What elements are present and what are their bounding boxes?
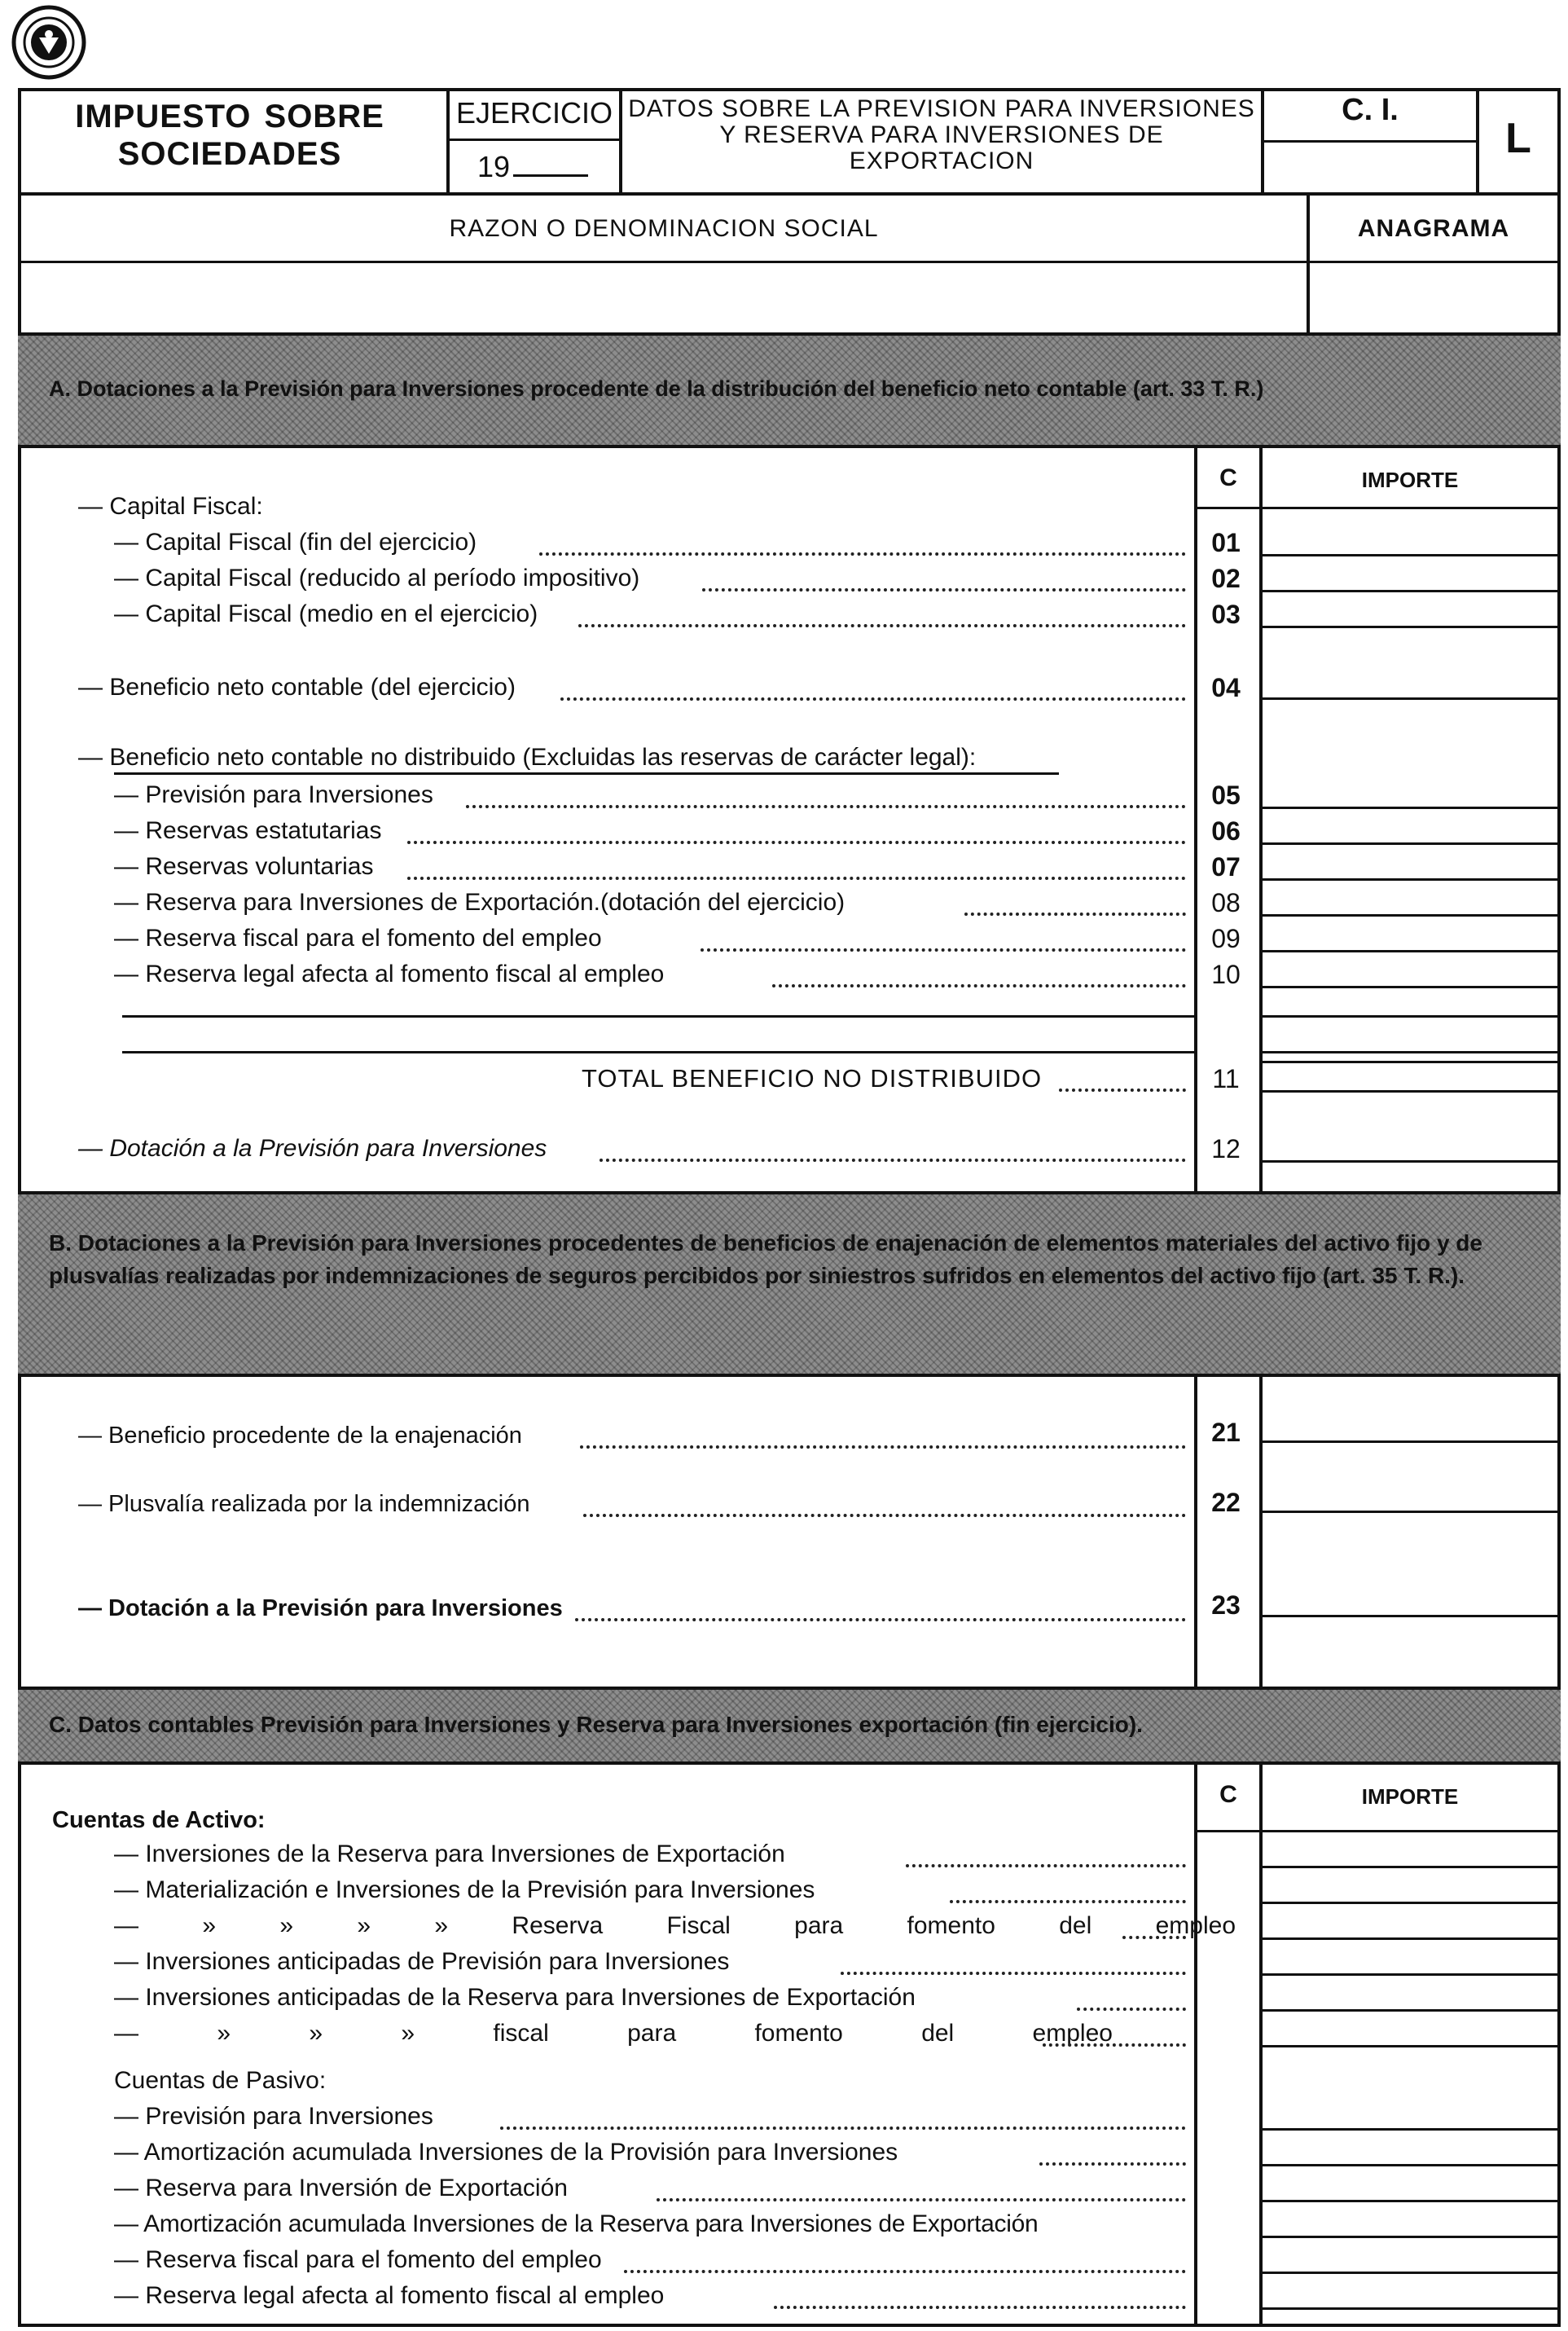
item-05-label: — Previsión para Inversiones [114, 781, 433, 808]
section-b-title: B. Dotaciones a la Previsión para Inversiones procedentes de beneficios de enajenación de elementos materiales del activo fijo y de plusvalías realizadas por indemnizaciones de seguros percibidos por siniestros sufridos en elementos del activo fijo (art. 35 T. R.). [49, 1230, 1482, 1288]
pasivo-item-4-importe[interactable] [1262, 2236, 1559, 2238]
total-importe[interactable] [1262, 1090, 1559, 1093]
item-09-importe[interactable] [1262, 950, 1559, 952]
item-03-importe[interactable] [1262, 626, 1559, 628]
activo-item-4-importe[interactable] [1262, 1973, 1559, 1976]
item-08-importe[interactable] [1262, 914, 1559, 917]
pasivo-item-5-importe[interactable] [1262, 2272, 1559, 2274]
total-code: 11 [1212, 1064, 1240, 1093]
item-01-importe[interactable] [1262, 554, 1559, 556]
pasivo-item-3: — Reserva para Inversión de Exportación [114, 2175, 568, 2201]
item-01-code: 01 [1211, 528, 1241, 557]
activo-item-2-importe[interactable] [1262, 1902, 1559, 1904]
total-label: TOTAL BENEFICIO NO DISTRIBUIDO [582, 1064, 1043, 1093]
pasivo-item-4: — Amortización acumulada Inversiones de la Reserva para Inversiones de Exportación [114, 2210, 1039, 2237]
item-09-code: 09 [1211, 924, 1241, 953]
item-03-code: 03 [1211, 600, 1241, 629]
activo-item-6-importe[interactable] [1262, 2045, 1559, 2047]
item-02-label: — Capital Fiscal (reducido al período impositivo) [114, 565, 640, 592]
item-04-importe[interactable] [1262, 697, 1559, 700]
item-12-label: — Dotación a la Previsión para Inversiones [78, 1135, 547, 1162]
capital-fiscal-heading: — Capital Fiscal: [78, 493, 263, 520]
col-c-label-a: C [1219, 464, 1237, 491]
pasivo-item-6: — Reserva legal afecta al fomento fiscal al empleo [114, 2282, 665, 2309]
activo-item-1-importe[interactable] [1262, 1866, 1559, 1868]
tax-title: IMPUESTO SOBRE SOCIEDADES [75, 99, 384, 172]
item-07-code: 07 [1211, 852, 1241, 882]
item-04-label: — Beneficio neto contable (del ejercicio) [78, 674, 516, 701]
anagrama-input[interactable] [1310, 264, 1557, 332]
item-06-label: — Reservas estatutarias [114, 817, 382, 844]
item-21-code: 21 [1211, 1418, 1241, 1447]
activo-item-5-importe[interactable] [1262, 2009, 1559, 2012]
item-12-code: 12 [1211, 1134, 1241, 1163]
year-field[interactable] [477, 150, 600, 184]
pasivo-item-3-importe[interactable] [1262, 2200, 1559, 2202]
header-bottom-border [18, 192, 1561, 196]
pasivo-item-6-importe[interactable] [1262, 2307, 1559, 2310]
pasivo-heading: Cuentas de Pasivo: [114, 2067, 327, 2094]
razon-social-label: RAZON O DENOMINACION SOCIAL [449, 215, 879, 242]
item-10-label: — Reserva legal afecta al fomento fiscal al empleo [114, 961, 665, 987]
activo-item-3-importe[interactable] [1262, 1937, 1559, 1940]
pasivo-item-2-importe[interactable] [1262, 2164, 1559, 2166]
col-c-label-c: C [1219, 1781, 1237, 1808]
official-seal-logo [11, 5, 86, 80]
activo-heading: Cuentas de Activo: [52, 1807, 266, 1833]
item-03-label: — Capital Fiscal (medio en el ejercicio) [114, 600, 538, 627]
item-22-label: — Plusvalía realizada por la indemnización [78, 1491, 530, 1517]
item-02-code: 02 [1211, 564, 1241, 593]
page-bottom-border [18, 2324, 1561, 2327]
form-title: DATOS SOBRE LA PREVISION PARA INVERSIONES Y RESERVA PARA INVERSIONES DE EXPORTACION [628, 95, 1255, 174]
item-23-label: — Dotación a la Previsión para Inversiones [78, 1595, 563, 1621]
pasivo-item-5: — Reserva fiscal para el fomento del empleo [114, 2246, 602, 2273]
item-01-label: — Capital Fiscal (fin del ejercicio) [114, 529, 477, 556]
item-21-label: — Beneficio procedente de la enajenación [78, 1423, 522, 1449]
activo-item-5: — Inversiones anticipadas de la Reserva para Inversiones de Exportación [114, 1984, 916, 2011]
item-08-code: 08 [1211, 888, 1241, 917]
item-05-code: 05 [1211, 781, 1241, 810]
form-letter: L [1505, 115, 1531, 162]
section-a-title: A. Dotaciones a la Previsión para Inversiones procedente de la distribución del beneficio neto contable (art. 33 T. R.) [49, 376, 1264, 401]
ejercicio-label: EJERCICIO [455, 96, 613, 130]
item-10-importe[interactable] [1262, 986, 1559, 988]
pasivo-item-1: — Previsión para Inversiones [114, 2103, 433, 2130]
ci-label: C. I. [1342, 93, 1399, 127]
item-22-importe[interactable] [1262, 1511, 1559, 1513]
activo-item-4: — Inversiones anticipadas de Previsión para Inversiones [114, 1948, 730, 1975]
section-c-title: C. Datos contables Previsión para Inversiones y Reserva para Inversiones exportación (fin ejercicio). [49, 1712, 1143, 1737]
item-22-code: 22 [1211, 1488, 1241, 1517]
item-02-importe[interactable] [1262, 590, 1559, 592]
item-23-code: 23 [1211, 1590, 1241, 1620]
pasivo-item-1-importe[interactable] [1262, 2128, 1559, 2131]
activo-item-1: — Inversiones de la Reserva para Inversiones de Exportación [114, 1841, 785, 1867]
activo-item-3: — » » » » Reserva Fiscal para fomento del empleo [114, 1912, 1236, 1939]
item-05-importe[interactable] [1262, 807, 1559, 809]
pasivo-item-2: — Amortización acumulada Inversiones de la Provisión para Inversiones [114, 2139, 898, 2166]
item-10-code: 10 [1211, 960, 1241, 989]
item-06-importe[interactable] [1262, 842, 1559, 845]
item-23-importe[interactable] [1262, 1615, 1559, 1617]
header-top-border [18, 88, 1561, 91]
activo-item-2: — Materialización e Inversiones de la Previsión para Inversiones [114, 1876, 815, 1903]
item-07-importe[interactable] [1262, 878, 1559, 881]
item-07-label: — Reservas voluntarias [114, 853, 374, 880]
item-12-importe[interactable] [1262, 1160, 1559, 1163]
item-08-label: — Reserva para Inversiones de Exportación.(dotación del ejercicio) [114, 889, 845, 916]
anagrama-label: ANAGRAMA [1357, 215, 1510, 242]
item-21-importe[interactable] [1262, 1440, 1559, 1443]
col-importe-label-c: IMPORTE [1361, 1784, 1459, 1809]
no-distribuido-heading: — Beneficio neto contable no distribuido (Excluidas las reservas de carácter legal): [78, 744, 977, 771]
col-importe-label-a: IMPORTE [1361, 468, 1459, 492]
razon-social-input[interactable] [21, 264, 1307, 332]
item-06-code: 06 [1211, 816, 1241, 846]
item-04-code: 04 [1211, 673, 1241, 702]
year-prefix: 19 [477, 150, 511, 183]
item-09-label: — Reserva fiscal para el fomento del empleo [114, 925, 602, 952]
activo-item-6: — » » » fiscal para fomento del empleo [114, 2020, 1113, 2047]
